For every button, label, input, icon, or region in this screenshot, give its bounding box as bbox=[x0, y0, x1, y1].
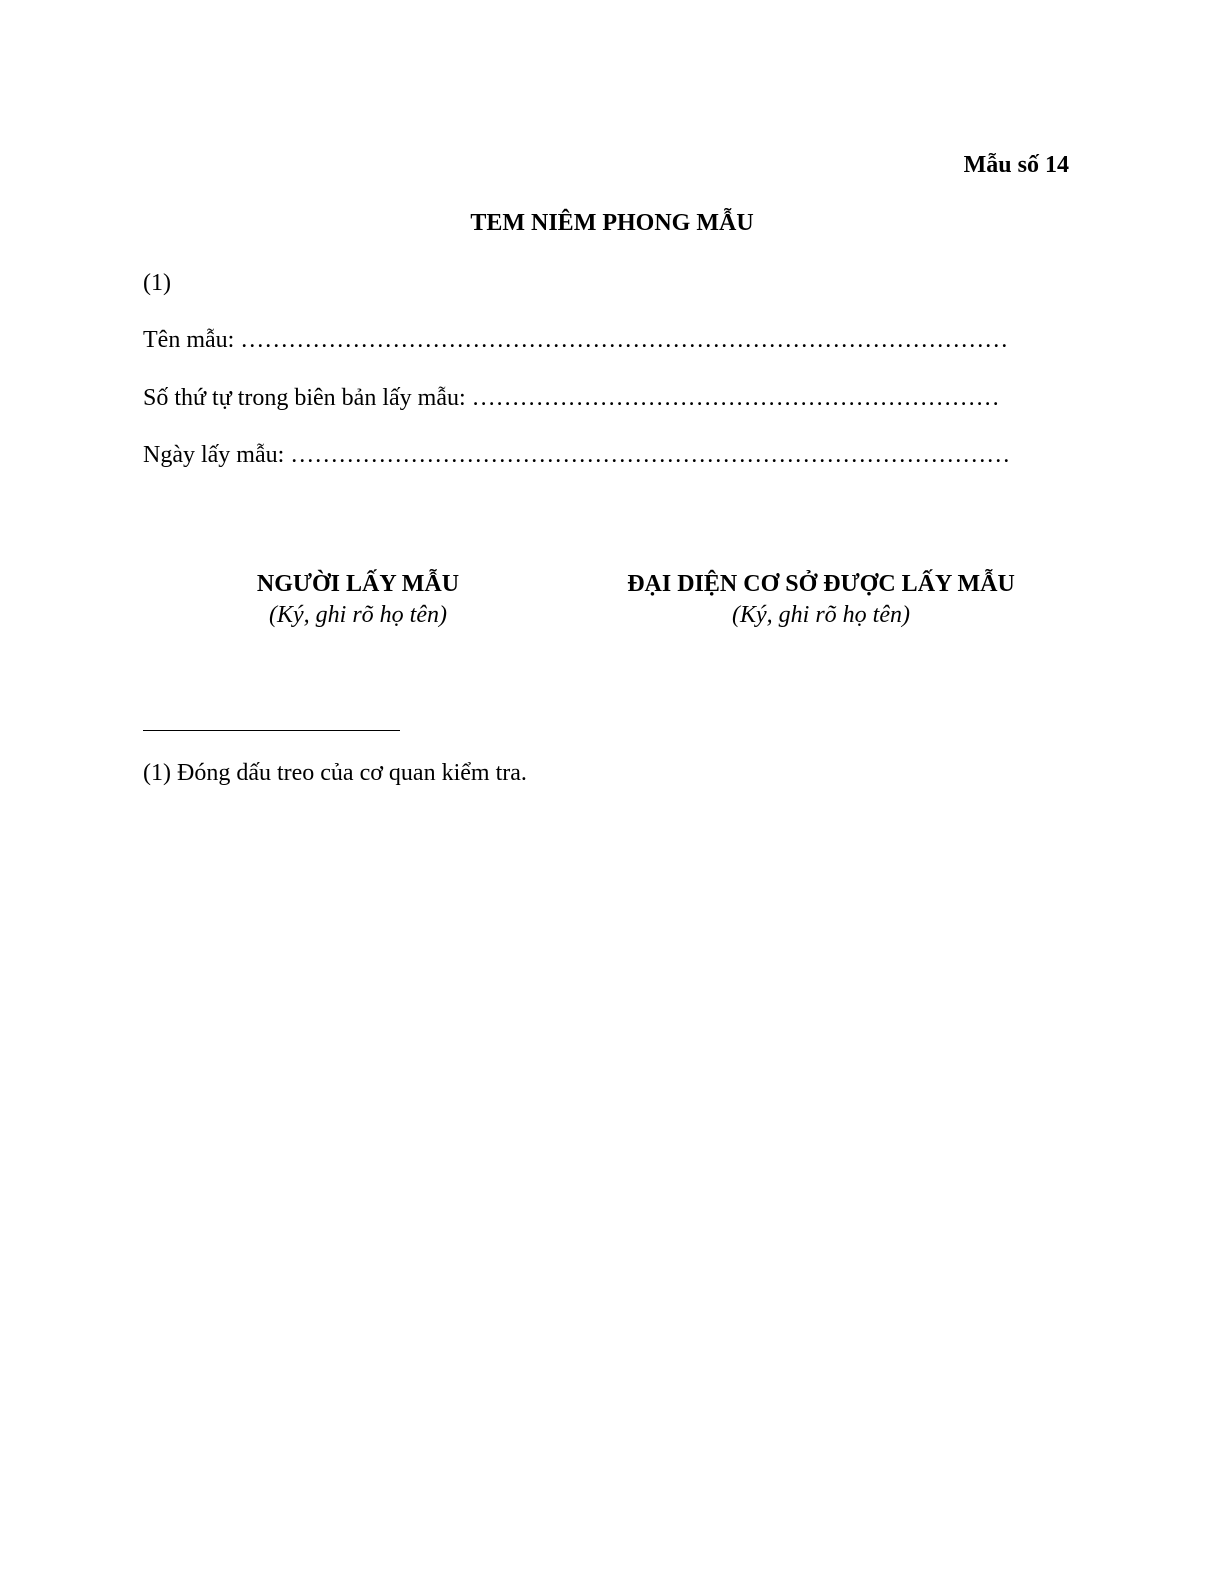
signature-title-facility-representative: ĐẠI DIỆN CƠ SỞ ĐƯỢC LẤY MẪU bbox=[627, 571, 1015, 597]
signature-block-sampler bbox=[158, 568, 558, 630]
field-sampling-date: Ngày lấy mẫu: ……………………………………………………………………………… bbox=[143, 442, 1011, 468]
signature-instruction-facility-representative: (Ký, ghi rõ họ tên) bbox=[732, 602, 910, 628]
field-sample-order-number: Số thứ tự trong biên bản lấy mẫu: ………………………………………………………… bbox=[143, 385, 1000, 411]
footnote-divider bbox=[143, 730, 400, 731]
signature-title-sampler: NGƯỜI LẤY MẪU bbox=[256, 571, 460, 597]
document-title: TEM NIÊM PHONG MẪU bbox=[470, 210, 754, 236]
signature-instruction-sampler: (Ký, ghi rõ họ tên) bbox=[269, 602, 447, 628]
signature-block-facility-representative bbox=[571, 568, 1071, 630]
field-sample-name: Tên mẫu: …………………………………………………………………………………… bbox=[143, 327, 1009, 353]
footnote: (1) Đóng dấu treo của cơ quan kiểm tra. bbox=[143, 760, 527, 786]
seal-marker: (1) bbox=[143, 270, 171, 296]
form-number: Mẫu số 14 bbox=[963, 152, 1069, 178]
